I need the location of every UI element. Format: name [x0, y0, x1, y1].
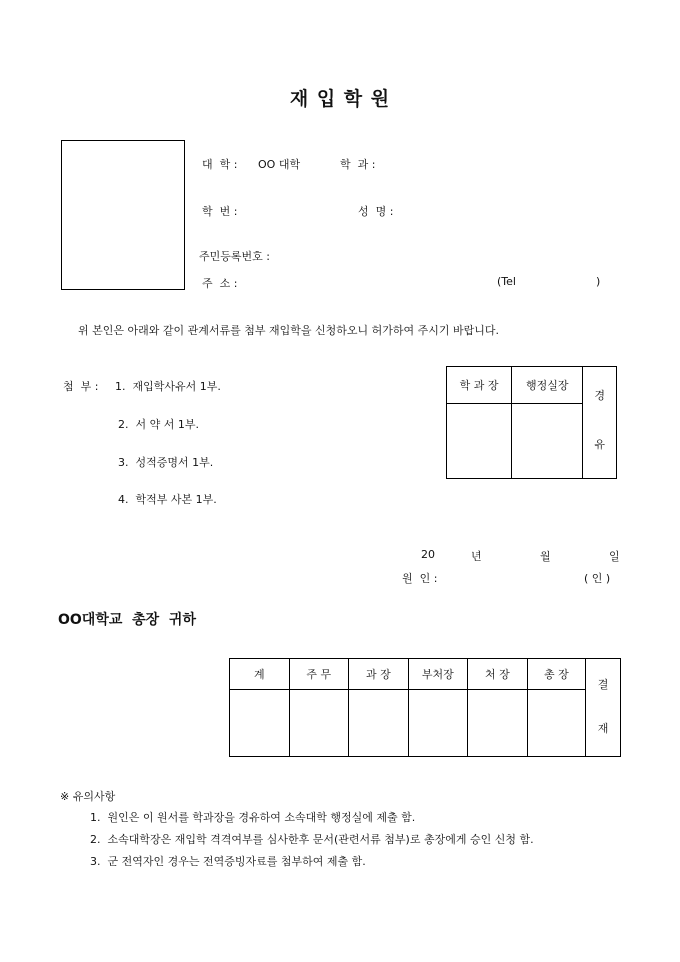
- approval-header: 처 장: [468, 659, 528, 690]
- university-value: OO 대학: [258, 158, 301, 171]
- approval-side-bottom: 재: [597, 721, 609, 735]
- routing-signature-cell: [512, 404, 583, 479]
- approval-signature-cell: [468, 690, 528, 757]
- attachment-item: 2. 서 약 서 1부.: [118, 418, 199, 431]
- tel-label: (Tel: [497, 275, 516, 288]
- approval-header: 과 장: [349, 659, 409, 690]
- routing-table: [446, 366, 617, 479]
- document-title: 재 입 학 원: [289, 88, 391, 110]
- approval-header: 부처장: [408, 659, 468, 690]
- applicant-seal: ( 인 ): [584, 572, 611, 585]
- attachment-item: 1. 재입학사유서 1부.: [115, 380, 221, 393]
- note-item: 2. 소속대학장은 재입학 격격여부를 심사한후 문서(관련서류 첨부)로 총장에게 승인 신청 함.: [90, 833, 534, 846]
- routing-header: 행정실장: [512, 367, 583, 404]
- date-year-prefix: 20: [421, 548, 435, 561]
- attachment-item: 3. 성적증명서 1부.: [118, 456, 214, 469]
- recipient: OO대학교 총장 귀하: [58, 612, 196, 628]
- routing-signature-cell: [447, 404, 512, 479]
- statement: 위 본인은 아래와 같이 관계서류를 첨부 재입학을 신청하오니 허가하여 주시기 바랍니다.: [78, 324, 499, 337]
- approval-side-top: 결: [597, 677, 609, 691]
- resident-no-label: 주민등록번호 :: [199, 250, 270, 263]
- tel-close: ): [596, 275, 601, 288]
- note-item: 3. 군 전역자인 경우는 전역증빙자료를 첨부하여 제출 함.: [90, 855, 366, 868]
- department-label: 학 과 :: [340, 158, 376, 171]
- attachments-label: 첨 부 :: [63, 380, 99, 393]
- approval-signature-cell: [230, 690, 290, 757]
- approval-header: 총 장: [527, 659, 586, 690]
- address-label: 주 소 :: [202, 277, 238, 290]
- applicant-label: 원 인 :: [402, 572, 438, 585]
- attachment-item: 4. 학적부 사본 1부.: [118, 493, 217, 506]
- approval-signature-cell: [408, 690, 468, 757]
- name-label: 성 명 :: [358, 205, 394, 218]
- approval-signature-cell: [289, 690, 349, 757]
- university-label: 대 학 :: [202, 158, 238, 171]
- approval-table: [229, 658, 621, 757]
- approval-header: 계: [230, 659, 290, 690]
- approval-signature-cell: [349, 690, 409, 757]
- approval-signature-cell: [527, 690, 586, 757]
- notes-title: ※ 유의사항: [60, 790, 116, 803]
- date-year: 년: [471, 550, 482, 563]
- approval-header: 주 무: [289, 659, 349, 690]
- note-item: 1. 원인은 이 원서를 학과장을 경유하여 소속대학 행정실에 제출 함.: [90, 811, 416, 824]
- routing-header: 학 과 장: [447, 367, 512, 404]
- photo-box: [61, 140, 185, 290]
- routing-side-top: 경: [594, 388, 605, 402]
- routing-side-bottom: 유: [594, 437, 605, 451]
- approval-side-label: [586, 659, 621, 757]
- date-month: 월: [540, 550, 551, 563]
- date-day: 일: [609, 550, 620, 563]
- student-id-label: 학 번 :: [202, 205, 238, 218]
- routing-side-label: [583, 367, 617, 479]
